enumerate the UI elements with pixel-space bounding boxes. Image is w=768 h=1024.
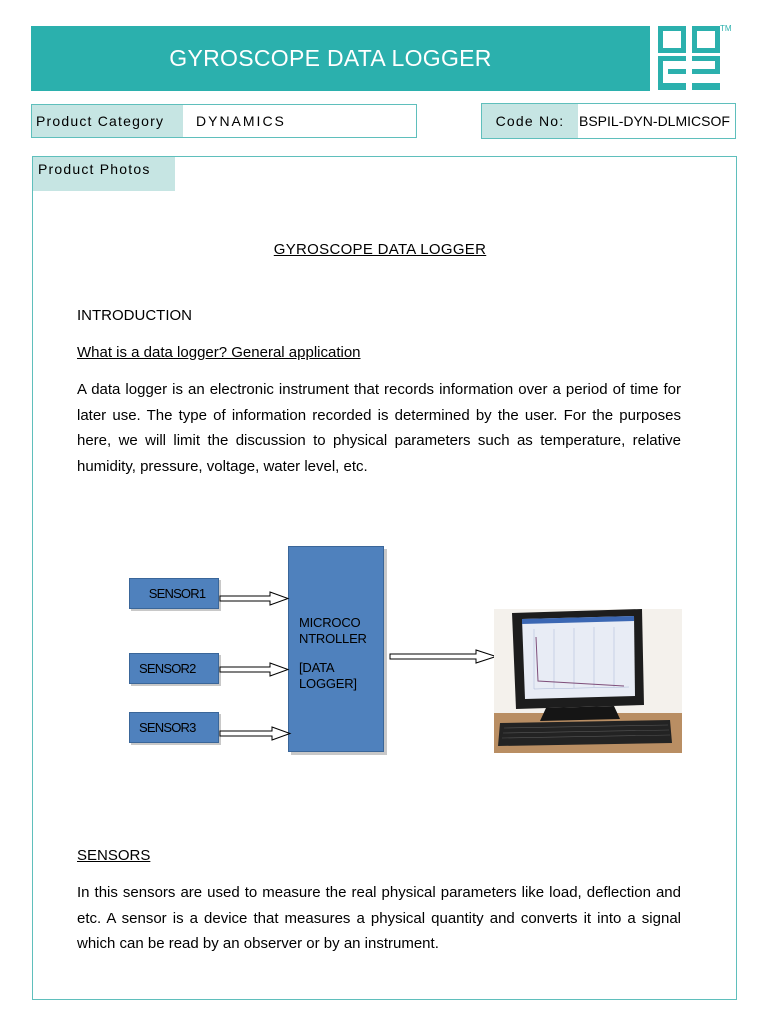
product-category-label: Product Category: [32, 105, 183, 137]
mcu-label-line1: MICROCO: [299, 615, 361, 630]
mcu-label-line2: NTROLLER: [299, 631, 367, 646]
product-category-value: DYNAMICS: [196, 113, 286, 129]
sensor1-block: SENSOR1: [129, 578, 219, 609]
product-category-field: [31, 104, 417, 138]
trademark-mark: TM: [720, 24, 732, 33]
sensor2-block: SENSOR2: [129, 653, 219, 684]
code-number-field: [481, 103, 736, 139]
page-title: GYROSCOPE DATA LOGGER: [169, 45, 492, 71]
data-logger-subheading: What is a data logger? General application: [77, 344, 361, 361]
product-photos-label: Product Photos: [33, 157, 175, 191]
microcontroller-block: [288, 546, 384, 752]
mcu-label-line3: [DATA: [299, 660, 335, 675]
intro-paragraph: A data logger is an electronic instrument that records information over a period of time for later use. The type of information recorded is determined by the user. For the purposes here, we will limit the discussion to physical parameters such as temperature, relative humidity, pressure, voltage, water level, etc.: [77, 381, 681, 475]
sensor3-block: SENSOR3: [129, 712, 219, 743]
sensors-paragraph: In this sensors are used to measure the real physical parameters like load, deflection and etc. A sensor is a device that measures a physical quantity and converts it into a signal which can be read by an observer or by an instrument.: [77, 884, 681, 952]
company-logo-icon: [658, 26, 720, 90]
document-title: GYROSCOPE DATA LOGGER: [273, 241, 487, 258]
sensors-heading: SENSORS: [77, 847, 151, 864]
introduction-heading: INTRODUCTION: [77, 307, 192, 324]
code-number-label: Code No:: [482, 104, 578, 138]
mcu-label-line4: LOGGER]: [299, 676, 357, 691]
code-number-value: BSPIL-DYN-DLMICSOF: [579, 113, 730, 129]
computer-monitor-icon: [494, 609, 682, 753]
header-banner: [31, 26, 650, 91]
